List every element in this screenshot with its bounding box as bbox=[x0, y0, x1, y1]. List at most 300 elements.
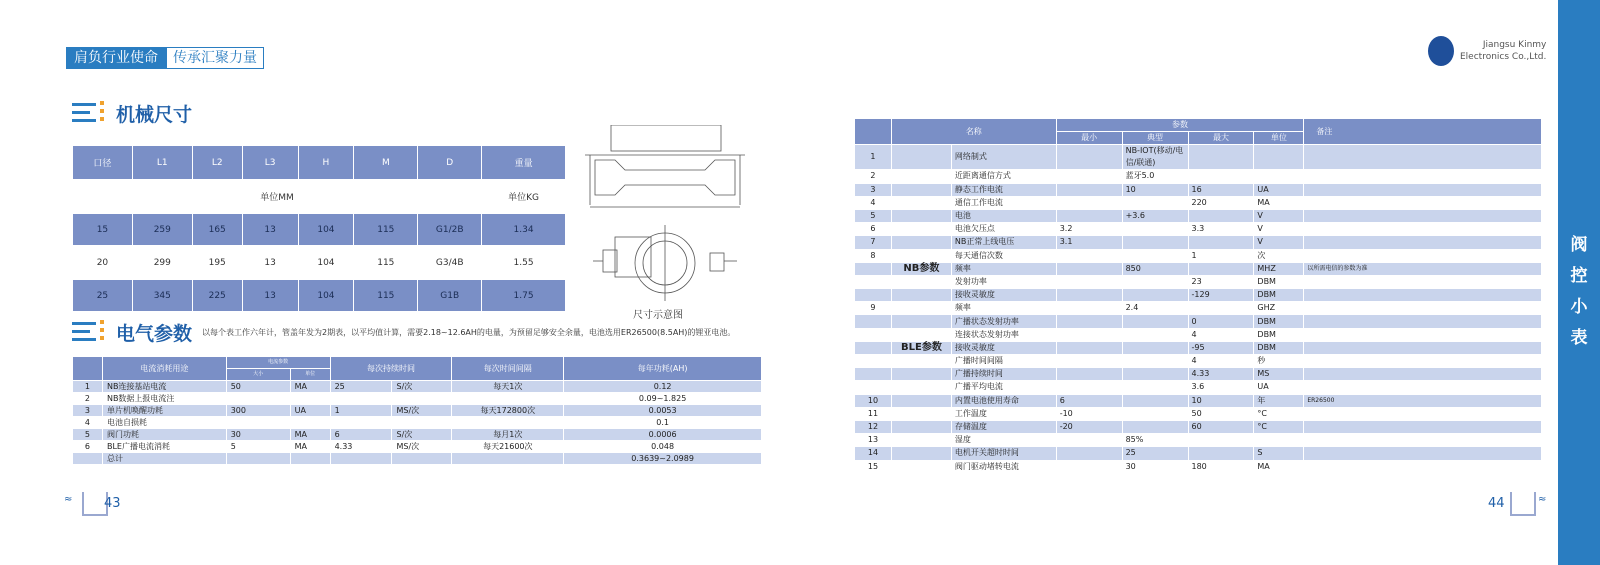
total-label: 总计 bbox=[102, 453, 226, 465]
cell: UA bbox=[1254, 183, 1304, 196]
cell: DBM bbox=[1254, 315, 1304, 328]
cell bbox=[1304, 328, 1542, 341]
cell bbox=[891, 368, 951, 381]
cell: NB正常上线电压 bbox=[951, 236, 1056, 249]
cell: 1 bbox=[73, 381, 103, 393]
cell bbox=[1122, 355, 1188, 368]
table-row bbox=[73, 280, 566, 312]
cell: 0.09~1.825 bbox=[564, 393, 762, 405]
electrical-heading bbox=[72, 319, 735, 346]
col-subheader: 最大 bbox=[1188, 132, 1254, 145]
cell: 频率 bbox=[951, 302, 1056, 315]
cell bbox=[1304, 209, 1542, 222]
cell: 345 bbox=[132, 280, 192, 312]
cell bbox=[1122, 223, 1188, 236]
cell: 0.12 bbox=[564, 381, 762, 393]
table-row bbox=[73, 417, 762, 429]
side-title bbox=[1558, 230, 1600, 348]
cell: 6 bbox=[1056, 394, 1122, 407]
cell bbox=[392, 417, 452, 429]
page-number-right: 44 bbox=[1488, 496, 1505, 511]
cell: 23 bbox=[1188, 275, 1254, 288]
cell bbox=[1304, 275, 1542, 288]
cell bbox=[891, 170, 951, 183]
cell bbox=[891, 315, 951, 328]
cell bbox=[1056, 355, 1122, 368]
cell: 蓝牙5.0 bbox=[1122, 170, 1188, 183]
mechanical-title: 机械尺寸 bbox=[116, 104, 193, 126]
table-row bbox=[855, 262, 1542, 275]
cell: 0.0053 bbox=[564, 405, 762, 417]
col-header: 电流消耗用途 bbox=[102, 357, 226, 381]
cell: 180 bbox=[1188, 460, 1254, 473]
cell bbox=[1188, 145, 1254, 170]
cell: -129 bbox=[1188, 289, 1254, 302]
cell: 近距离通信方式 bbox=[951, 170, 1056, 183]
cell: 4 bbox=[1188, 355, 1254, 368]
cell: 接收灵敏度 bbox=[951, 289, 1056, 302]
cell: 电池欠压点 bbox=[951, 223, 1056, 236]
cell bbox=[1304, 236, 1542, 249]
col-header: 电流参数 bbox=[226, 357, 330, 369]
cell bbox=[891, 447, 951, 460]
cell: 每天21600次 bbox=[452, 441, 564, 453]
total-row bbox=[73, 453, 762, 465]
cell bbox=[1122, 368, 1188, 381]
cell: 10 bbox=[1122, 183, 1188, 196]
cell bbox=[855, 262, 892, 275]
cell: NB参数 bbox=[891, 262, 951, 275]
cell: 每天通信次数 bbox=[951, 249, 1056, 262]
cell: 115 bbox=[354, 246, 418, 280]
table-row bbox=[73, 246, 566, 280]
dimension-drawing bbox=[585, 125, 745, 305]
cell: 14 bbox=[855, 447, 892, 460]
cell: 1 bbox=[1188, 249, 1254, 262]
cell bbox=[1304, 145, 1542, 170]
cell bbox=[1188, 262, 1254, 275]
cell: S bbox=[1254, 447, 1304, 460]
cell: 次 bbox=[1254, 249, 1304, 262]
cell bbox=[1304, 434, 1542, 447]
cell: BLE广播电流消耗 bbox=[102, 441, 226, 453]
cell bbox=[1056, 368, 1122, 381]
table-row bbox=[73, 405, 762, 417]
cell bbox=[1254, 145, 1304, 170]
cell bbox=[1304, 249, 1542, 262]
cell bbox=[1056, 145, 1122, 170]
cell: 0.048 bbox=[564, 441, 762, 453]
cell bbox=[392, 393, 452, 405]
cell bbox=[290, 393, 330, 405]
section-icon bbox=[72, 101, 110, 127]
cell: 3.1 bbox=[1056, 236, 1122, 249]
cell: 4 bbox=[73, 417, 103, 429]
table-row bbox=[855, 355, 1542, 368]
cell: 0.1 bbox=[564, 417, 762, 429]
cell bbox=[1122, 249, 1188, 262]
banner-part-1: 肩负行业使命 bbox=[66, 47, 166, 69]
cell bbox=[1304, 355, 1542, 368]
cell: 阀门功耗 bbox=[102, 429, 226, 441]
table-row bbox=[855, 368, 1542, 381]
cell: 30 bbox=[226, 429, 290, 441]
cell: 25 bbox=[1122, 447, 1188, 460]
cell: 220 bbox=[1188, 196, 1254, 209]
cell bbox=[1056, 183, 1122, 196]
cell: 5 bbox=[226, 441, 290, 453]
cell: NB数据上报电流注 bbox=[102, 393, 226, 405]
table-row bbox=[855, 249, 1542, 262]
cell bbox=[452, 417, 564, 429]
cell: S/次 bbox=[392, 429, 452, 441]
cell bbox=[891, 381, 951, 394]
cell bbox=[1056, 196, 1122, 209]
cell: 以所需电信的参数为准 bbox=[1304, 262, 1542, 275]
col-header: 名称 bbox=[891, 119, 1056, 145]
cell bbox=[1122, 315, 1188, 328]
cell bbox=[1304, 196, 1542, 209]
table-row bbox=[73, 429, 762, 441]
header-banner bbox=[66, 47, 264, 69]
cell bbox=[891, 289, 951, 302]
cell: 存储温度 bbox=[951, 420, 1056, 433]
page-number-left: 43 bbox=[104, 496, 121, 511]
cell: 单片机唤醒功耗 bbox=[102, 405, 226, 417]
cell bbox=[891, 302, 951, 315]
col-subheader: 单位 bbox=[290, 369, 330, 381]
cell bbox=[891, 394, 951, 407]
table-row bbox=[855, 381, 1542, 394]
table-row bbox=[855, 394, 1542, 407]
electrical-header-row bbox=[73, 357, 762, 369]
cell: 16 bbox=[1188, 183, 1254, 196]
cell bbox=[1304, 420, 1542, 433]
cell: 1 bbox=[855, 145, 892, 170]
cell bbox=[1122, 407, 1188, 420]
cell bbox=[1056, 381, 1122, 394]
cell bbox=[1056, 262, 1122, 275]
cell bbox=[891, 249, 951, 262]
cell bbox=[891, 196, 951, 209]
side-title-char: 阀 bbox=[1570, 235, 1588, 255]
cell: 接收灵敏度 bbox=[951, 341, 1056, 354]
cell: °C bbox=[1254, 420, 1304, 433]
cell: 4.33 bbox=[1188, 368, 1254, 381]
table-row bbox=[855, 196, 1542, 209]
table-row bbox=[73, 214, 566, 246]
table-row bbox=[855, 209, 1542, 222]
cell bbox=[855, 315, 892, 328]
cell: G1B bbox=[418, 280, 482, 312]
cell bbox=[1056, 434, 1122, 447]
cell: 104 bbox=[298, 246, 354, 280]
company-name-line2: Electronics Co.,Ltd. bbox=[1460, 52, 1547, 62]
cell: 4.33 bbox=[330, 441, 392, 453]
cell: 6 bbox=[73, 441, 103, 453]
cell: MA bbox=[290, 441, 330, 453]
cell: G1/2B bbox=[418, 214, 482, 246]
table-row bbox=[855, 145, 1542, 170]
table-row bbox=[855, 223, 1542, 236]
cell: 3 bbox=[855, 183, 892, 196]
electrical-table bbox=[72, 356, 762, 465]
cell: 频率 bbox=[951, 262, 1056, 275]
cell bbox=[1122, 289, 1188, 302]
cell: 6 bbox=[330, 429, 392, 441]
cell: 13 bbox=[242, 214, 298, 246]
cell bbox=[1304, 183, 1542, 196]
cell: 300 bbox=[226, 405, 290, 417]
cell: 195 bbox=[192, 246, 242, 280]
cell: 20 bbox=[73, 246, 133, 280]
table-row bbox=[855, 302, 1542, 315]
page-number-frame-right bbox=[1510, 492, 1536, 516]
cell bbox=[290, 417, 330, 429]
col-header: 重量 bbox=[482, 146, 566, 180]
cell: DBM bbox=[1254, 328, 1304, 341]
table-row bbox=[73, 381, 762, 393]
cell: NB-IOT(移动/电信/联通) bbox=[1122, 145, 1188, 170]
cell: 8 bbox=[855, 249, 892, 262]
cell bbox=[855, 368, 892, 381]
cell: MS/次 bbox=[392, 441, 452, 453]
cell bbox=[1122, 328, 1188, 341]
cell: 30 bbox=[1122, 460, 1188, 473]
table-row bbox=[855, 315, 1542, 328]
cell bbox=[1122, 381, 1188, 394]
company-logo bbox=[1428, 36, 1546, 66]
table-row bbox=[855, 341, 1542, 354]
cell: UA bbox=[290, 405, 330, 417]
col-header: L1 bbox=[132, 146, 192, 180]
table-row bbox=[855, 236, 1542, 249]
cell: 每月1次 bbox=[452, 429, 564, 441]
cell: 广播持续时间 bbox=[951, 368, 1056, 381]
cell: 12 bbox=[855, 420, 892, 433]
cell: 4 bbox=[855, 196, 892, 209]
cell: MA bbox=[290, 381, 330, 393]
cell: 13 bbox=[855, 434, 892, 447]
cell: 15 bbox=[855, 460, 892, 473]
cell bbox=[1188, 170, 1254, 183]
table-row bbox=[855, 447, 1542, 460]
cell: MA bbox=[1254, 196, 1304, 209]
cell bbox=[1122, 394, 1188, 407]
parameter-table bbox=[854, 118, 1542, 474]
cell: 104 bbox=[298, 280, 354, 312]
cell: 9 bbox=[855, 302, 892, 315]
cell: 4 bbox=[1188, 328, 1254, 341]
col-header: D bbox=[418, 146, 482, 180]
cell: 25 bbox=[330, 381, 392, 393]
cell bbox=[855, 341, 892, 354]
cell bbox=[1056, 170, 1122, 183]
cell: 年 bbox=[1254, 394, 1304, 407]
cell: 5 bbox=[855, 209, 892, 222]
cell bbox=[891, 183, 951, 196]
cell: 电机开关超时时间 bbox=[951, 447, 1056, 460]
cell: BLE参数 bbox=[891, 341, 951, 354]
cell bbox=[1304, 223, 1542, 236]
col-header: M bbox=[354, 146, 418, 180]
cell: DBM bbox=[1254, 289, 1304, 302]
cell: V bbox=[1254, 223, 1304, 236]
cell: 850 bbox=[1122, 262, 1188, 275]
cell: 每天1次 bbox=[452, 381, 564, 393]
cell bbox=[891, 407, 951, 420]
cell: 2 bbox=[73, 393, 103, 405]
cell bbox=[226, 393, 290, 405]
table-row bbox=[855, 289, 1542, 302]
param-header-row bbox=[855, 119, 1542, 132]
cell: 50 bbox=[226, 381, 290, 393]
col-header: 每次时间间隔 bbox=[452, 357, 564, 381]
table-row bbox=[855, 183, 1542, 196]
col-subheader: 大小 bbox=[226, 369, 290, 381]
cell bbox=[1056, 209, 1122, 222]
cell: 2.4 bbox=[1122, 302, 1188, 315]
cell: G3/4B bbox=[418, 246, 482, 280]
cell bbox=[1304, 170, 1542, 183]
cell: NB连接基站电流 bbox=[102, 381, 226, 393]
unit-row bbox=[73, 180, 566, 214]
cell: 广播时间间隔 bbox=[951, 355, 1056, 368]
col-subheader: 典型 bbox=[1122, 132, 1188, 145]
side-title-char: 控 bbox=[1570, 266, 1588, 286]
cell bbox=[891, 223, 951, 236]
cell bbox=[1122, 341, 1188, 354]
cell bbox=[1056, 249, 1122, 262]
cell bbox=[1188, 434, 1254, 447]
cell: 网络制式 bbox=[951, 145, 1056, 170]
cell: MA bbox=[1254, 460, 1304, 473]
cell: ER26500 bbox=[1304, 394, 1542, 407]
cell bbox=[891, 275, 951, 288]
cell: 0.0006 bbox=[564, 429, 762, 441]
cell: 1 bbox=[330, 405, 392, 417]
mechanical-heading bbox=[72, 100, 192, 127]
cell: 15 bbox=[73, 214, 133, 246]
cell bbox=[1304, 289, 1542, 302]
cell bbox=[855, 355, 892, 368]
cell bbox=[1304, 302, 1542, 315]
cell: 3 bbox=[73, 405, 103, 417]
cell: 50 bbox=[1188, 407, 1254, 420]
cell: 3.3 bbox=[1188, 223, 1254, 236]
cell: V bbox=[1254, 236, 1304, 249]
cell: 发射功率 bbox=[951, 275, 1056, 288]
mechanical-header-row bbox=[73, 146, 566, 180]
table-row bbox=[855, 407, 1542, 420]
cell bbox=[1122, 420, 1188, 433]
cell: 3.2 bbox=[1056, 223, 1122, 236]
cell bbox=[1122, 275, 1188, 288]
cell: S/次 bbox=[392, 381, 452, 393]
cell bbox=[1122, 196, 1188, 209]
table-row bbox=[855, 460, 1542, 473]
cell: 1.75 bbox=[482, 280, 566, 312]
cell bbox=[1188, 236, 1254, 249]
cell: 0 bbox=[1188, 315, 1254, 328]
table-row bbox=[855, 275, 1542, 288]
cell: 3.6 bbox=[1188, 381, 1254, 394]
cell: 165 bbox=[192, 214, 242, 246]
col-header: L2 bbox=[192, 146, 242, 180]
cell bbox=[1056, 275, 1122, 288]
cell: 5 bbox=[73, 429, 103, 441]
cell bbox=[1122, 236, 1188, 249]
cell: +3.6 bbox=[1122, 209, 1188, 222]
cell: MHZ bbox=[1254, 262, 1304, 275]
cell bbox=[891, 355, 951, 368]
cell: 25 bbox=[73, 280, 133, 312]
electrical-note: 以每个表工作六年计，管盖年发为2期表，以平均值计算，需要2.18~12.6AH的电量，为预留足够安全余量，电池选用ER26500(8.5AH)的锂亚电池。 bbox=[202, 328, 736, 337]
cell: 85% bbox=[1122, 434, 1188, 447]
company-emblem-icon bbox=[1428, 36, 1454, 66]
cell bbox=[226, 417, 290, 429]
cell: 广播平均电流 bbox=[951, 381, 1056, 394]
col-header: 每次持续时间 bbox=[330, 357, 452, 381]
table-row bbox=[73, 393, 762, 405]
cell bbox=[855, 289, 892, 302]
cell: 电池自损耗 bbox=[102, 417, 226, 429]
cell: 秒 bbox=[1254, 355, 1304, 368]
cell: 115 bbox=[354, 214, 418, 246]
company-name-line1: Jiangsu Kinmy bbox=[1482, 40, 1547, 50]
cell: 2 bbox=[855, 170, 892, 183]
section-icon bbox=[72, 320, 110, 346]
cell: -10 bbox=[1056, 407, 1122, 420]
table-row bbox=[855, 328, 1542, 341]
table-row bbox=[855, 420, 1542, 433]
cell bbox=[1254, 170, 1304, 183]
cell: DBM bbox=[1254, 275, 1304, 288]
cell bbox=[1056, 460, 1122, 473]
cell: MS/次 bbox=[392, 405, 452, 417]
col-header: 每年功耗(AH) bbox=[564, 357, 762, 381]
total-value: 0.3639~2.0989 bbox=[564, 453, 762, 465]
table-row bbox=[73, 441, 762, 453]
cell bbox=[1056, 315, 1122, 328]
col-header: L3 bbox=[242, 146, 298, 180]
cell: 6 bbox=[855, 223, 892, 236]
cell bbox=[891, 209, 951, 222]
cell bbox=[891, 460, 951, 473]
cell bbox=[891, 420, 951, 433]
cell: 内置电池使用寿命 bbox=[951, 394, 1056, 407]
cell: 299 bbox=[132, 246, 192, 280]
cell: DBM bbox=[1254, 341, 1304, 354]
table-row bbox=[855, 434, 1542, 447]
cell bbox=[1056, 447, 1122, 460]
cell: 1.55 bbox=[482, 246, 566, 280]
cell: 通信工作电流 bbox=[951, 196, 1056, 209]
cell bbox=[891, 236, 951, 249]
cell: 每天172800次 bbox=[452, 405, 564, 417]
cell: 广播状态发射功率 bbox=[951, 315, 1056, 328]
cell: 60 bbox=[1188, 420, 1254, 433]
cell bbox=[1304, 341, 1542, 354]
cell bbox=[1304, 460, 1542, 473]
cell bbox=[1188, 209, 1254, 222]
col-header: H bbox=[298, 146, 354, 180]
cell: MA bbox=[290, 429, 330, 441]
wave-icon: ≈ bbox=[1538, 494, 1547, 505]
cell bbox=[1056, 302, 1122, 315]
cell: UA bbox=[1254, 381, 1304, 394]
cell: 7 bbox=[855, 236, 892, 249]
